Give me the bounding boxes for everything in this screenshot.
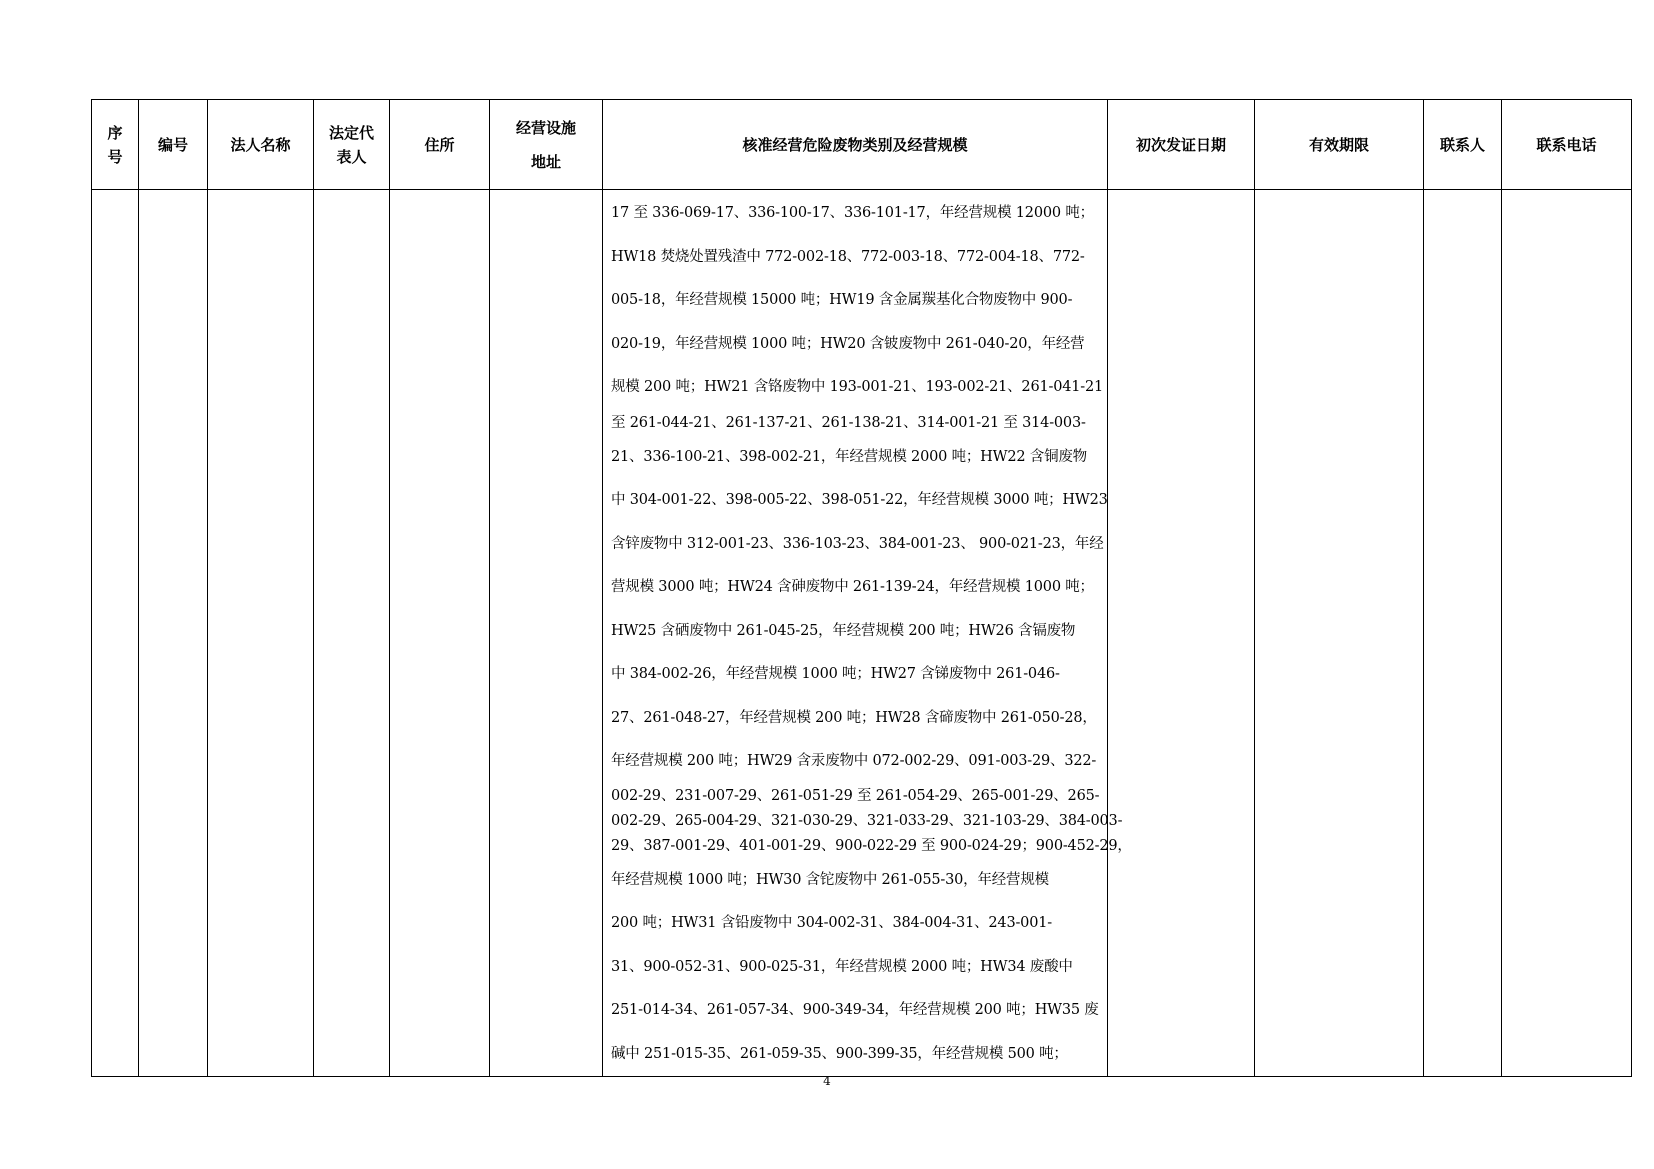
- header-first-issue-date: 初次发证日期: [1108, 100, 1255, 190]
- scope-line: 002-29、265-004-29、321-030-29、321-033-29、321-103-29、384-003-: [611, 812, 1123, 829]
- scope-line: 营规模 3000 吨；HW24 含砷废物中 261-139-24，年经营规模 1000 吨；: [611, 579, 1094, 595]
- scope-text: [603, 190, 1132, 1076]
- table-row: [92, 190, 1632, 1077]
- header-legal-rep: 法定代表人: [314, 100, 390, 190]
- header-code: 编号: [139, 100, 208, 190]
- cell-scope: [603, 190, 1132, 1077]
- scope-line: HW18 焚烧处置残渣中 772-002-18、772-003-18、772-004-18、772-: [611, 248, 1085, 265]
- scope-line: HW25 含硒废物中 261-045-25，年经营规模 200 吨；HW26 含镉废物: [611, 622, 1076, 639]
- cell-legal-rep: [314, 190, 390, 1077]
- header-scope: 核准经营危险废物类别及经营规模: [603, 100, 1108, 190]
- scope-line: 17 至 336-069-17、336-100-17、336-101-17，年经营规模 12000 吨；: [611, 205, 1094, 221]
- scope-line: 002-29、231-007-29、261-051-29 至 261-054-29、265-001-29、265-: [611, 787, 1100, 804]
- page-number: 4: [823, 1074, 831, 1088]
- scope-line: 29、387-001-29、401-001-29、900-022-29 至 900-024-29；900-452-29，: [611, 837, 1132, 854]
- scope-line: 251-014-34、261-057-34、900-349-34，年经营规模 200 吨；HW35 废: [611, 1002, 1099, 1018]
- scope-line: 含锌废物中 312-001-23、336-103-23、384-001-23、 900-021-23，年经: [611, 535, 1104, 552]
- cell-first-issue-date: [1108, 190, 1255, 1077]
- cell-contact: [1424, 190, 1502, 1077]
- scope-line: 020-19，年经营规模 1000 吨；HW20 含铍废物中 261-040-20，年经营: [611, 335, 1085, 352]
- cell-phone: [1502, 190, 1632, 1077]
- cell-facility-address: [490, 190, 603, 1077]
- header-address: 住所: [390, 100, 490, 190]
- scope-line: 中 384-002-26，年经营规模 1000 吨；HW27 含锑废物中 261-046-: [611, 666, 1060, 682]
- scope-line: 21、336-100-21、398-002-21，年经营规模 2000 吨；HW22 含铜废物: [611, 448, 1087, 465]
- header-row: [92, 100, 1632, 190]
- cell-validity: [1255, 190, 1424, 1077]
- cell-code: [139, 190, 208, 1077]
- scope-line: 年经营规模 200 吨；HW29 含汞废物中 072-002-29、091-003-29、322-: [611, 753, 1097, 769]
- cell-address: [390, 190, 490, 1077]
- header-validity: 有效期限: [1255, 100, 1424, 190]
- cell-seq: [92, 190, 139, 1077]
- scope-line: 005-18，年经营规模 15000 吨；HW19 含金属羰基化合物废物中 900-: [611, 292, 1073, 308]
- scope-line: 31、900-052-31、900-025-31，年经营规模 2000 吨；HW34 废酸中: [611, 958, 1073, 975]
- header-phone: 联系电话: [1502, 100, 1632, 190]
- header-seq: 序号: [92, 100, 139, 190]
- scope-line: 规模 200 吨；HW21 含铬废物中 193-001-21、193-002-21、261-041-21: [611, 379, 1104, 395]
- scope-line: 碱中 251-015-35、261-059-35、900-399-35，年经营规模 500 吨；: [611, 1045, 1068, 1062]
- scope-line: 年经营规模 1000 吨；HW30 含铊废物中 261-055-30，年经营规模: [611, 871, 1049, 888]
- header-legal-name: 法人名称: [208, 100, 314, 190]
- scope-line: 27、261-048-27，年经营规模 200 吨；HW28 含碲废物中 261-050-28，: [611, 709, 1097, 726]
- permit-table: [91, 99, 1632, 1077]
- cell-legal-name: [208, 190, 314, 1077]
- header-contact: 联系人: [1424, 100, 1502, 190]
- header-facility-address: 经营设施地址: [490, 100, 603, 190]
- scope-line: 中 304-001-22、398-005-22、398-051-22，年经营规模 3000 吨；HW23: [611, 492, 1108, 508]
- scope-line: 至 261-044-21、261-137-21、261-138-21、314-001-21 至 314-003-: [611, 414, 1086, 431]
- scope-line: 200 吨；HW31 含铅废物中 304-002-31、384-004-31、243-001-: [611, 915, 1052, 931]
